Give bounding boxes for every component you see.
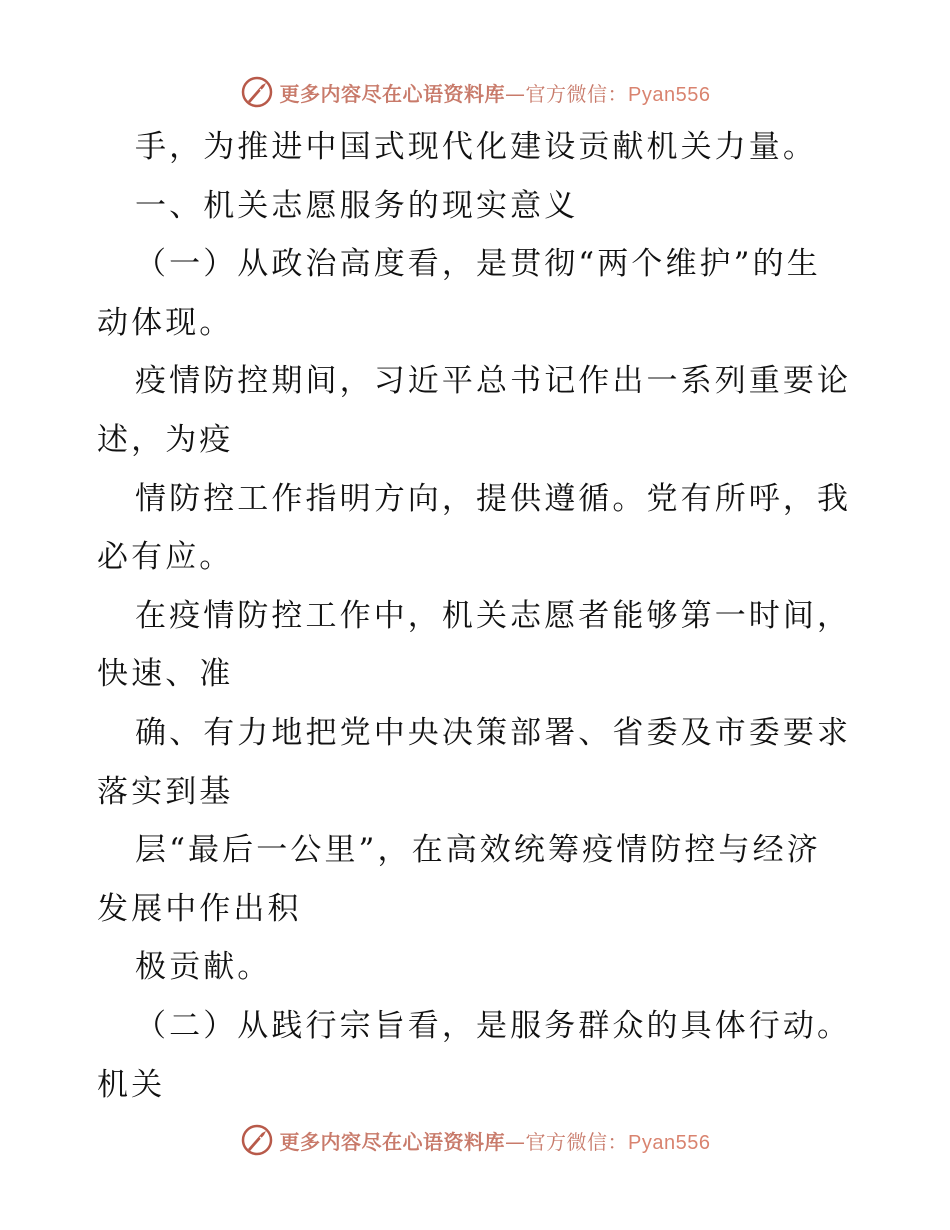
header-watermark <box>0 72 950 112</box>
text-line: 机关 <box>97 1066 166 1103</box>
footer-watermark <box>0 1120 950 1160</box>
watermark-contact-id: Pyan556 <box>628 83 711 106</box>
text-line: 在疫情防控工作中，机关志愿者能够第一时间， <box>135 597 852 634</box>
text-line: 层“最后一公里”，在高效统筹疫情防控与经济 <box>135 832 821 869</box>
watermark-contact-label: 官方微信： <box>525 1129 629 1154</box>
text-line: 情防控工作指明方向，提供遵循。党有所呼，我 <box>135 480 852 517</box>
watermark-text <box>280 1126 711 1155</box>
watermark-separator: — <box>505 81 526 106</box>
text-line: 必有应。 <box>97 539 234 576</box>
watermark-text <box>280 78 711 107</box>
document-body <box>97 118 857 1114</box>
watermark-contact-label: 官方微信： <box>525 81 629 106</box>
text-line: 确、有力地把党中央决策部署、省委及市委要求 <box>135 714 852 751</box>
text-line: 手，为推进中国式现代化建设贡献机关力量。 <box>135 129 817 165</box>
text-line: 述，为疫 <box>97 421 234 458</box>
watermark-separator: — <box>505 1129 526 1154</box>
text-line: 发展中作出积 <box>97 890 302 927</box>
text-line: 疫情防控期间，习近平总书记作出一系列重要论 <box>135 363 852 400</box>
watermark-brand: 更多内容尽在心语资料库 <box>279 1129 506 1154</box>
watermark-contact-id: Pyan556 <box>628 1131 711 1154</box>
quill-pen-circle-icon <box>240 1123 274 1157</box>
watermark-brand: 更多内容尽在心语资料库 <box>279 81 506 106</box>
text-line: （一）从政治高度看，是贯彻“两个维护”的生 <box>135 246 821 283</box>
text-line: 快速、准 <box>97 656 234 693</box>
text-line: 落实到基 <box>97 773 234 810</box>
text-line: 极贡献。 <box>135 949 272 986</box>
quill-pen-circle-icon <box>240 75 274 109</box>
text-line: 动体现。 <box>97 304 234 341</box>
text-line: （二）从践行宗旨看，是服务群众的具体行动。 <box>135 1007 852 1044</box>
text-line: 一、机关志愿服务的现实意义 <box>135 187 579 224</box>
